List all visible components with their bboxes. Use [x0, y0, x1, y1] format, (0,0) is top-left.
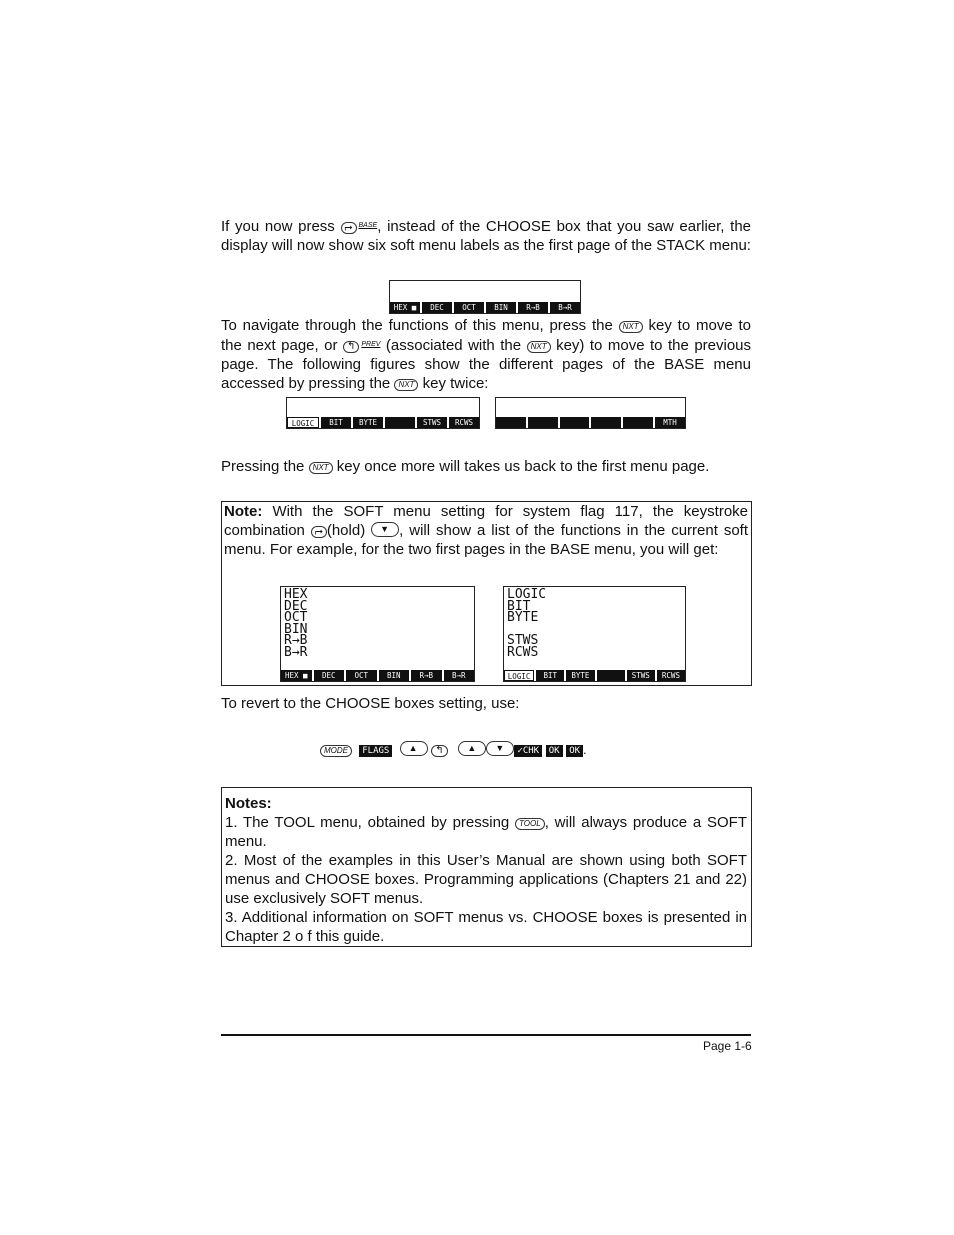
base-menu-screen-page1	[389, 280, 581, 314]
base-label: BASE	[358, 222, 378, 229]
soft-key-dec: DEC	[422, 302, 452, 313]
soft-key-empty	[385, 417, 415, 428]
note-item-1	[225, 813, 747, 851]
pressing-text-a: Pressing the	[221, 458, 305, 475]
pressing-paragraph	[221, 457, 751, 476]
key-sequence	[320, 741, 587, 757]
navigate-text-a: To navigate through the functions of this menu, press the	[221, 317, 613, 334]
soft-key-logic: LOGIC	[504, 670, 534, 681]
navigate-text-e: key twice:	[422, 375, 489, 392]
soft-key-empty	[496, 417, 526, 428]
soft-key-b-to-r: B→R	[550, 302, 580, 313]
soft-key-bin: BIN	[486, 302, 516, 313]
note-box	[221, 501, 752, 686]
base-menu-screen-page3	[495, 397, 686, 429]
up-arrow-key-icon: ▲	[400, 741, 428, 756]
notes-title: Notes:	[225, 795, 272, 812]
soft-key-stws: STWS	[417, 417, 447, 428]
page-number: Page 1-6	[703, 1039, 752, 1053]
note-text-b: , will show a list of the functions in the current soft menu. For example, for the two first pages in the BASE menu, you will get:	[224, 522, 749, 558]
intro-text-a: If you now press	[221, 218, 335, 235]
soft-key-logic: LOGIC	[287, 417, 319, 428]
soft-key-hex: HEX ■	[390, 302, 420, 313]
flags-soft-key: FLAGS	[359, 745, 392, 757]
navigate-text-c: (associated with the	[385, 337, 522, 354]
note-item-2: 2. Most of the examples in this User’s Manual are shown using both SOFT menus and CHOOSE boxes. Programming applications (Chapters 21 and 22) use exclusively SOFT menus.	[225, 852, 747, 907]
left-shift-key-icon: ↰	[431, 745, 447, 757]
soft-key-empty	[597, 670, 625, 681]
right-shift-key-icon: ⮣	[341, 222, 357, 234]
soft-key-rcws: RCWS	[449, 417, 479, 428]
list-item: B→R	[284, 644, 308, 660]
soft-key-empty	[560, 417, 590, 428]
down-arrow-key-icon: ▼	[486, 741, 514, 756]
navigate-text-d: key) to move to the previous page. The following figures show the different pages of the BASE menu accessed by pressing the	[221, 337, 752, 392]
list-item: LOGIC	[507, 587, 547, 602]
nxt-key-icon: NXT	[309, 462, 333, 474]
notes-box	[221, 787, 752, 947]
list-item: DEC	[284, 598, 308, 614]
base-menu-screen-page2	[286, 397, 480, 429]
note-bold-label: Note:	[224, 503, 263, 520]
chk-soft-key: ✓CHK	[514, 745, 542, 757]
soft-key-r-to-b: R→B	[411, 670, 442, 681]
soft-list-screen-page2	[503, 586, 686, 682]
intro-text-b: , instead of the CHOOSE box that you saw earlier, the display will now show six soft menu labels as the first page of the STACK menu:	[221, 218, 752, 254]
soft-key-rcws: RCWS	[657, 670, 685, 681]
list-item: BYTE	[507, 610, 539, 625]
nxt-key-icon: NXT	[394, 379, 418, 391]
ok-soft-key: OK	[566, 745, 583, 757]
function-list	[284, 589, 307, 658]
right-shift-key-icon: ⮣	[311, 526, 327, 538]
nxt-key-icon: NXT	[619, 321, 643, 333]
soft-list-screen-page1	[280, 586, 475, 682]
up-arrow-key-icon: ▲	[458, 741, 486, 756]
hold-label: (hold)	[326, 522, 366, 539]
soft-key-byte: BYTE	[566, 670, 594, 681]
prev-label: PREV	[361, 341, 381, 348]
tool-key-icon: TOOL	[515, 818, 545, 830]
list-item: STWS	[507, 633, 539, 648]
soft-key-hex: HEX ■	[281, 670, 312, 681]
soft-menu-bar	[496, 417, 685, 428]
footer-rule	[221, 1034, 751, 1036]
notes-content	[225, 794, 747, 946]
soft-key-byte: BYTE	[353, 417, 383, 428]
soft-menu-bar	[390, 302, 580, 313]
list-item: BIT	[507, 598, 531, 614]
soft-key-empty	[528, 417, 558, 428]
note-1-text-a: 1. The TOOL menu, obtained by pressing	[225, 814, 510, 831]
left-shift-key-icon: ↰	[343, 341, 359, 353]
navigate-text-b: key to move to the next page, or	[221, 317, 752, 354]
soft-menu-bar	[281, 670, 474, 681]
pressing-text-b: key once more will takes us back to the first menu page.	[336, 458, 710, 475]
soft-key-empty	[591, 417, 621, 428]
nxt-key-icon: NXT	[527, 341, 551, 353]
list-item: RCWS	[507, 644, 539, 660]
note-1-text-b: , will always produce a SOFT menu.	[225, 814, 747, 850]
soft-menu-bar	[287, 417, 479, 428]
soft-key-bin: BIN	[379, 670, 410, 681]
soft-key-b-to-r: B→R	[444, 670, 475, 681]
sequence-end: .	[583, 742, 587, 757]
list-item: OCT	[284, 610, 308, 625]
soft-key-stws: STWS	[627, 670, 655, 681]
soft-key-r-to-b: R→B	[518, 302, 548, 313]
soft-key-bit: BIT	[321, 417, 351, 428]
soft-key-oct: OCT	[454, 302, 484, 313]
soft-key-mth: MTH	[655, 417, 685, 428]
down-arrow-key-icon: ▼	[371, 522, 399, 537]
list-item: HEX	[284, 587, 308, 602]
soft-key-oct: OCT	[346, 670, 377, 681]
navigate-paragraph	[221, 316, 751, 393]
list-item: R→B	[284, 633, 308, 648]
soft-key-dec: DEC	[314, 670, 345, 681]
intro-paragraph	[221, 216, 751, 255]
ok-soft-key: OK	[546, 745, 563, 757]
note-text-a: With the SOFT menu setting for system flag 117, the keystroke combination	[224, 503, 748, 539]
soft-menu-bar	[504, 670, 685, 681]
soft-key-bit: BIT	[536, 670, 564, 681]
revert-paragraph: To revert to the CHOOSE boxes setting, use:	[221, 695, 520, 712]
note-item-3: 3. Additional information on SOFT menus vs. CHOOSE boxes is presented in Chapter 2 o f this guide.	[225, 909, 747, 945]
list-item: BIN	[284, 621, 308, 637]
mode-key-icon: MODE	[320, 745, 352, 757]
soft-key-empty	[623, 417, 653, 428]
function-list	[507, 589, 546, 658]
note-text	[224, 502, 748, 559]
